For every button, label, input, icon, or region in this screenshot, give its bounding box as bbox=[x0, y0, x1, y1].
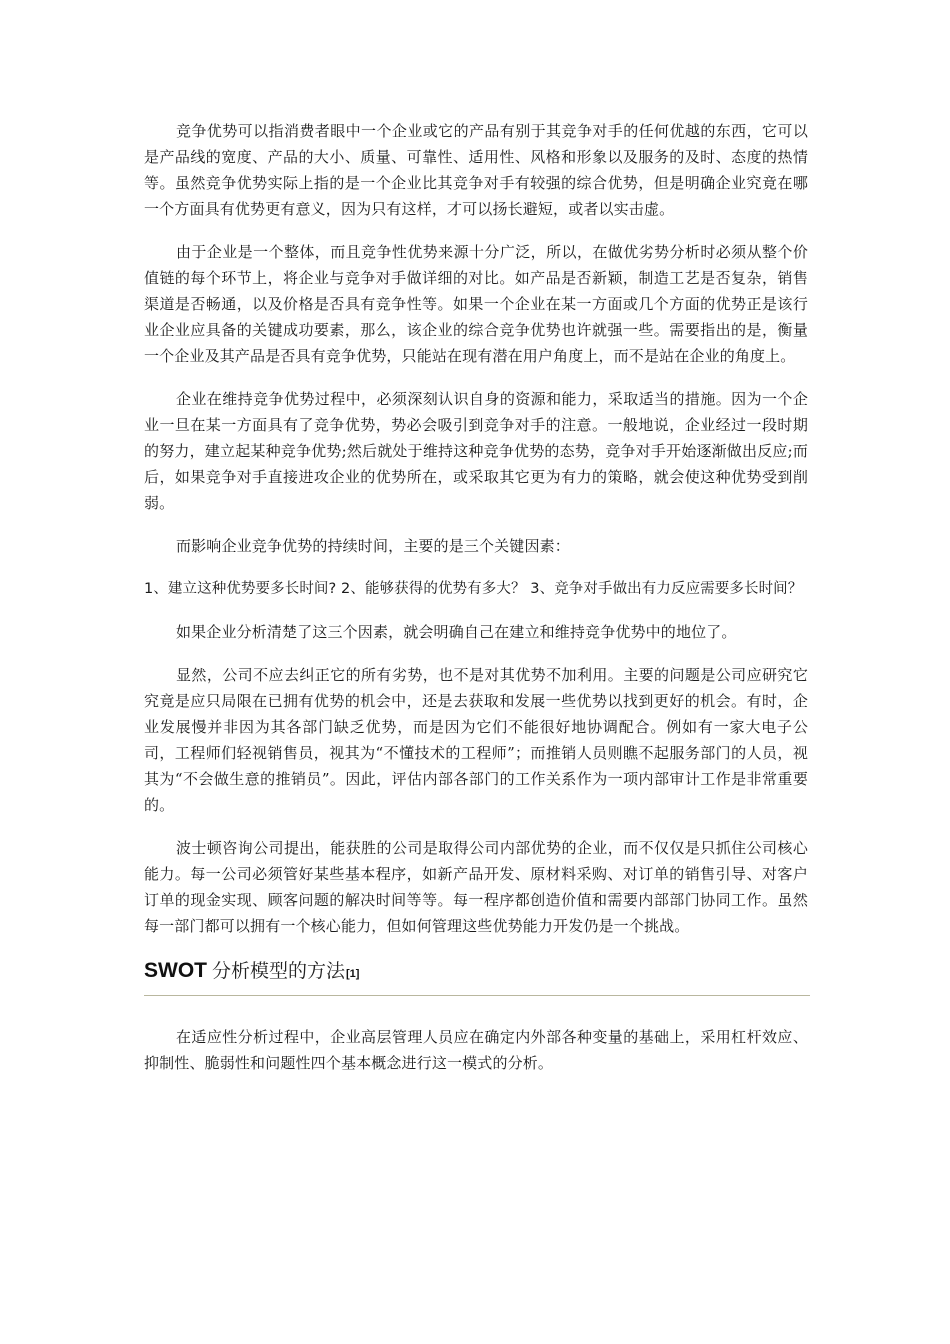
section-heading-swot-method bbox=[144, 956, 808, 983]
paragraph-three-factors-intro: 而影响企业竞争优势的持续时间，主要的是三个关键因素： bbox=[176, 537, 570, 555]
paragraph-competitive-advantage-definition: 竞争优势可以指消费者眼中一个企业或它的产品有别于其竞争对手的任何优越的东西，它可以是产品线的宽度、产品的大小、质量、可靠性、适用性、风格和形象以及服务的及时、态度的热情等。虽然竞争优势实际上指的是一个企业比其竞争对手有较强的综合优势，但是明确企业究竟在哪一个方面具有优势更有意义，因为只有这样，才可以扬长避短，或者以实击虚。 bbox=[144, 122, 808, 218]
paragraph-maintaining-advantage: 企业在维持竞争优势过程中，必须深刻认识自身的资源和能力，采取适当的措施。因为一个企业一旦在某一方面具有了竞争优势，势必会吸引到竞争对手的注意。一般地说，企业经过一段时期的努力，建立起某种竞争优势;然后就处于维持这种竞争优势的态势，竞争对手开始逐渐做出反应;而后，如果竞争对手直接进攻企业的优势所在，或采取其它更为有力的策略，就会使这种优势受到削弱。 bbox=[144, 390, 808, 512]
paragraph-value-chain-comparison: 由于企业是一个整体，而且竞争性优势来源十分广泛，所以，在做优劣势分析时必须从整个价值链的每个环节上，将企业与竞争对手做详细的对比。如产品是否新颖，制造工艺是否复杂，销售渠道是否畅通，以及价格是否具有竞争性等。如果一个企业在某一方面或几个方面的优势正是该行业企业应具备的关键成功要素，那么，该企业的综合竞争优势也许就强一些。需要指出的是，衡量一个企业及其产品是否具有竞争优势，只能站在现有潜在用户角度上，而不是站在企业的角度上。 bbox=[144, 243, 808, 365]
heading-title: 分析模型的方法 bbox=[212, 960, 346, 982]
heading-reference-link[interactable]: [1] bbox=[346, 968, 360, 980]
heading-divider bbox=[144, 995, 810, 996]
paragraph-department-coordination: 显然，公司不应去纠正它的所有劣势，也不是对其优势不加利用。主要的问题是公司应研究它究竟是应只局限在已拥有优势的机会中，还是去获取和发展一些优势以找到更好的机会。有时，企业发展慢并非因为其各部门缺乏优势，而是因为它们不能很好地协调配合。例如有一家大电子公司，工程师们轻视销售员，视其为“不懂技术的工程师”；而推销人员则瞧不起服务部门的人员，视其为“不会做生意的推销员”。因此，评估内部各部门的工作关系作为一项内部审计工作是非常重要的。 bbox=[144, 666, 808, 814]
heading-prefix: SWOT bbox=[144, 959, 207, 982]
document-content bbox=[144, 118, 808, 1093]
paragraph-factors-conclusion: 如果企业分析清楚了这三个因素，就会明确自己在建立和维持竞争优势中的地位了。 bbox=[176, 623, 737, 641]
three-factors-list: 1、建立这种优势要多长时间? 2、能够获得的优势有多大？ 3、竞争对手做出有力反应需要多长时间？ bbox=[144, 581, 803, 597]
paragraph-bcg-internal-advantage: 波士顿咨询公司提出，能获胜的公司是取得公司内部优势的企业，而不仅仅是只抓住公司核心能力。每一公司必须管好某些基本程序，如新产品开发、原材料采购、对订单的销售引导、对客户订单的现金实现、顾客问题的解决时间等等。每一程序都创造价值和需要内部部门协同工作。虽然每一部门都可以拥有一个核心能力，但如何管理这些优势能力开发仍是一个挑战。 bbox=[144, 839, 808, 935]
paragraph-adaptability-analysis: 在适应性分析过程中，企业高层管理人员应在确定内外部各种变量的基础上，采用杠杆效应、抑制性、脆弱性和问题性四个基本概念进行这一模式的分析。 bbox=[144, 1028, 808, 1072]
